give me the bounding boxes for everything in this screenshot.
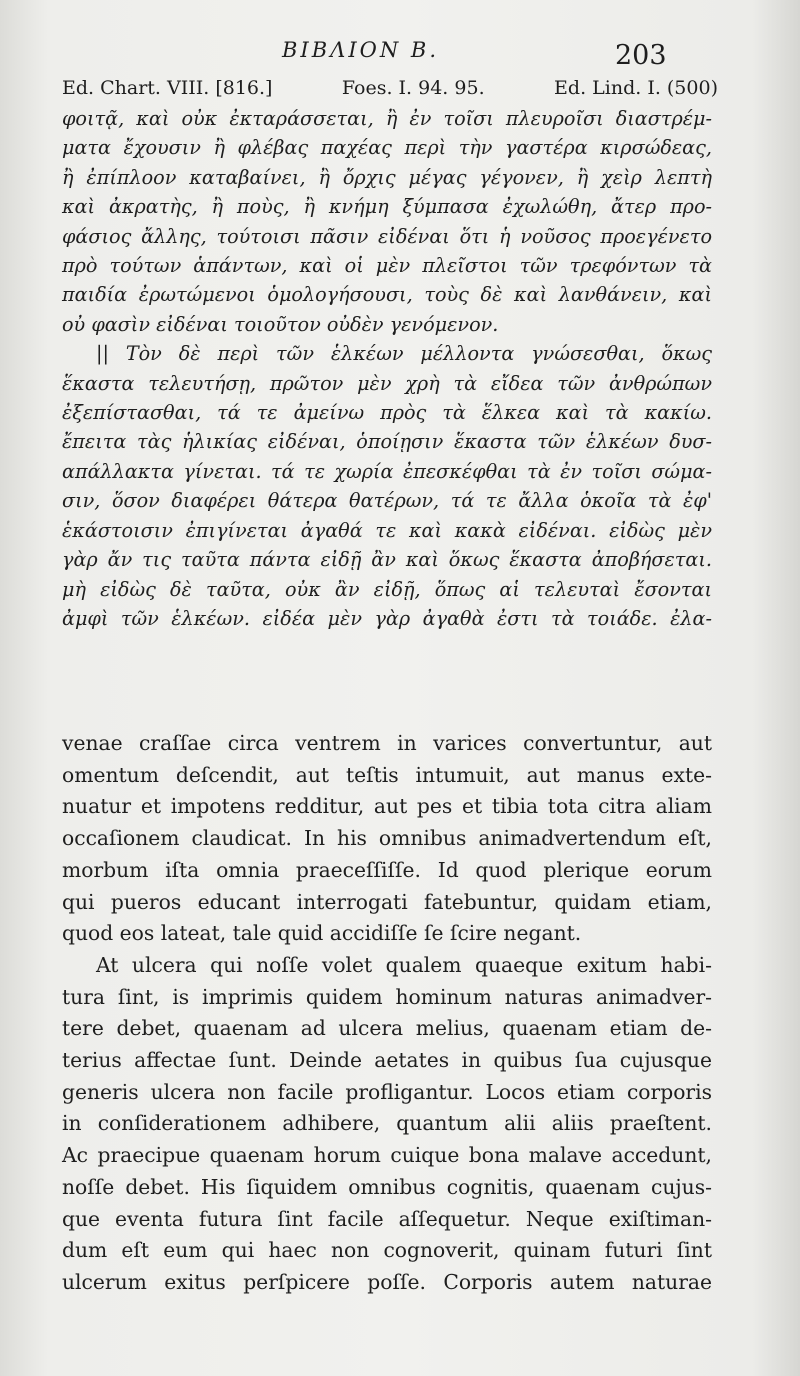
- greek-line: φοιτᾷ, καὶ οὐκ ἐκταράσσεται, ἢ ἐν τοῖσι πλευροῖσι διαστρέμ-: [62, 107, 712, 130]
- latin-line: tere debet, quaenam ad ulcera melius, quaenam etiam de-: [62, 1016, 712, 1041]
- greek-line: ἢ ἐπίπλοον καταβαίνει, ἢ ὄρχις μέγας γέγονεν, ἢ χεὶρ λεπτὴ: [62, 165, 712, 189]
- page-number: 203: [615, 40, 667, 71]
- greek-text-block: [62, 104, 712, 633]
- greek-line: παιδία ἐρωτώμενοι ὁμολογήσουσι, τοὺς δὲ καὶ λανθάνειν, καὶ: [62, 283, 712, 307]
- latin-line: Ac praecipue quaenam horum cuique bona malave accedunt,: [62, 1143, 712, 1168]
- latin-line: tura ſint, is imprimis quidem hominum naturas animadver-: [62, 984, 712, 1009]
- greek-line: οὐ φασὶν εἰδέναι τοιοῦτον οὐδὲν γενόμενον.: [62, 312, 499, 336]
- latin-line: quod eos lateat, tale quid accidiſſe ſe ſcire negant.: [62, 921, 582, 946]
- edition-foes-ref: Foes. I. 94. 95.: [341, 77, 485, 99]
- latin-line: omentum deſcendit, aut teſtis intumuit, aut manus exte-: [62, 762, 712, 787]
- greek-line: φάσιος ἄλλης, τούτοισι πᾶσιν εἰδέναι ὅτι ἡ νοῦσος προεγένετο: [62, 224, 712, 248]
- latin-text-block: [62, 728, 712, 1299]
- greek-line: ἐξεπίστασθαι, τά τε ἀμείνω πρὸς τὰ ἕλκεα καὶ τὰ κακίω.: [62, 401, 712, 425]
- latin-line: morbum iſta omnia praeceſſiſſe. Id quod plerique eorum: [62, 857, 712, 882]
- greek-line: πρὸ τούτων ἁπάντων, καὶ οἱ μὲν πλεῖστοι τῶν τρεφόντων τὰ: [62, 254, 712, 278]
- greek-line: μὴ εἰδὼς δὲ ταῦτα, οὐκ ἂν εἰδῇ, ὅπως αἱ τελευταὶ ἔσονται: [62, 577, 712, 601]
- latin-line: At ulcera qui noſſe volet qualem quaeque exitum habi-: [96, 952, 712, 977]
- latin-line: noſſe debet. His ſiquidem omnibus cognitis, quaenam cujus-: [62, 1174, 712, 1199]
- edition-references: [62, 77, 718, 99]
- latin-line: nuatur et impotens redditur, aut pes et tibia tota citra aliam: [62, 794, 712, 819]
- edition-chart-ref: Ed. Chart. VIII. [816.]: [62, 77, 273, 99]
- greek-line: ἑκάστοισιν ἐπιγίνεται ἀγαθά τε καὶ κακὰ εἰδέναι. εἰδὼς μὲν: [62, 518, 712, 542]
- running-title: ΒΙΒΛΙΟΝ Β.: [282, 38, 439, 62]
- latin-line: generis ulcera non facile profligantur. Locos etiam corporis: [62, 1079, 712, 1104]
- greek-line: ἕκαστα τελευτήσῃ, πρῶτον μὲν χρὴ τὰ εἴδεα τῶν ἀνθρώπων: [62, 371, 712, 395]
- latin-line: que eventa futura ſint facile aſſequetur. Neque exiſtiman-: [62, 1206, 712, 1231]
- page-header: [0, 38, 800, 78]
- latin-line: ulcerum exitus perſpicere poſſe. Corporis autem naturae: [62, 1269, 712, 1294]
- edition-lind-ref: Ed. Lind. I. (500): [554, 77, 718, 99]
- greek-line: απάλλακτα γίνεται. τά τε χωρία ἐπεσκέφθαι τὰ ἐν τοῖσι σώμα-: [62, 459, 712, 483]
- greek-line: ἔπειτα τὰς ἡλικίας εἰδέναι, ὁποίῃσιν ἕκαστα τῶν ἑλκέων δυσ-: [62, 430, 712, 454]
- greek-line: σιν, ὅσον διαφέρει θάτερα θατέρων, τά τε ἄλλα ὁκοῖα τὰ ἐφ': [62, 489, 712, 513]
- greek-line: ματα ἔχουσιν ἢ φλέβας παχέας περὶ τὴν γαστέρα κιρσώδεας,: [62, 136, 712, 160]
- greek-line: || Τὸν δὲ περὶ τῶν ἑλκέων μέλλοντα γνώσεσθαι, ὅκως: [96, 342, 712, 366]
- greek-line: ἀμφὶ τῶν ἑλκέων. εἰδέα μὲν γὰρ ἀγαθὰ ἐστι τὰ τοιάδε. ἐλα-: [62, 606, 712, 630]
- greek-line: καὶ ἀκρατὴς, ἢ ποὺς, ἢ κνήμη ξύμπασα ἐχωλώθη, ἄτερ προ-: [62, 195, 712, 219]
- latin-line: venae craſſae circa ventrem in varices convertuntur, aut: [62, 731, 712, 755]
- latin-line: occaſionem claudicat. In his omnibus animadvertendum eſt,: [62, 826, 712, 851]
- latin-line: in conſiderationem adhibere, quantum alii aliis praeſtent.: [62, 1111, 712, 1136]
- greek-line: γὰρ ἄν τις ταῦτα πάντα εἰδῇ ἂν καὶ ὅκως ἕκαστα ἀποβήσεται.: [62, 548, 712, 572]
- latin-line: terius affectae ſunt. Deinde aetates in quibus ſua cujusque: [62, 1048, 712, 1073]
- latin-line: qui pueros educant interrogati fatebuntur, quidam etiam,: [62, 889, 712, 914]
- latin-line: dum eſt eum qui haec non cognoverit, quinam futuri ſint: [62, 1238, 712, 1263]
